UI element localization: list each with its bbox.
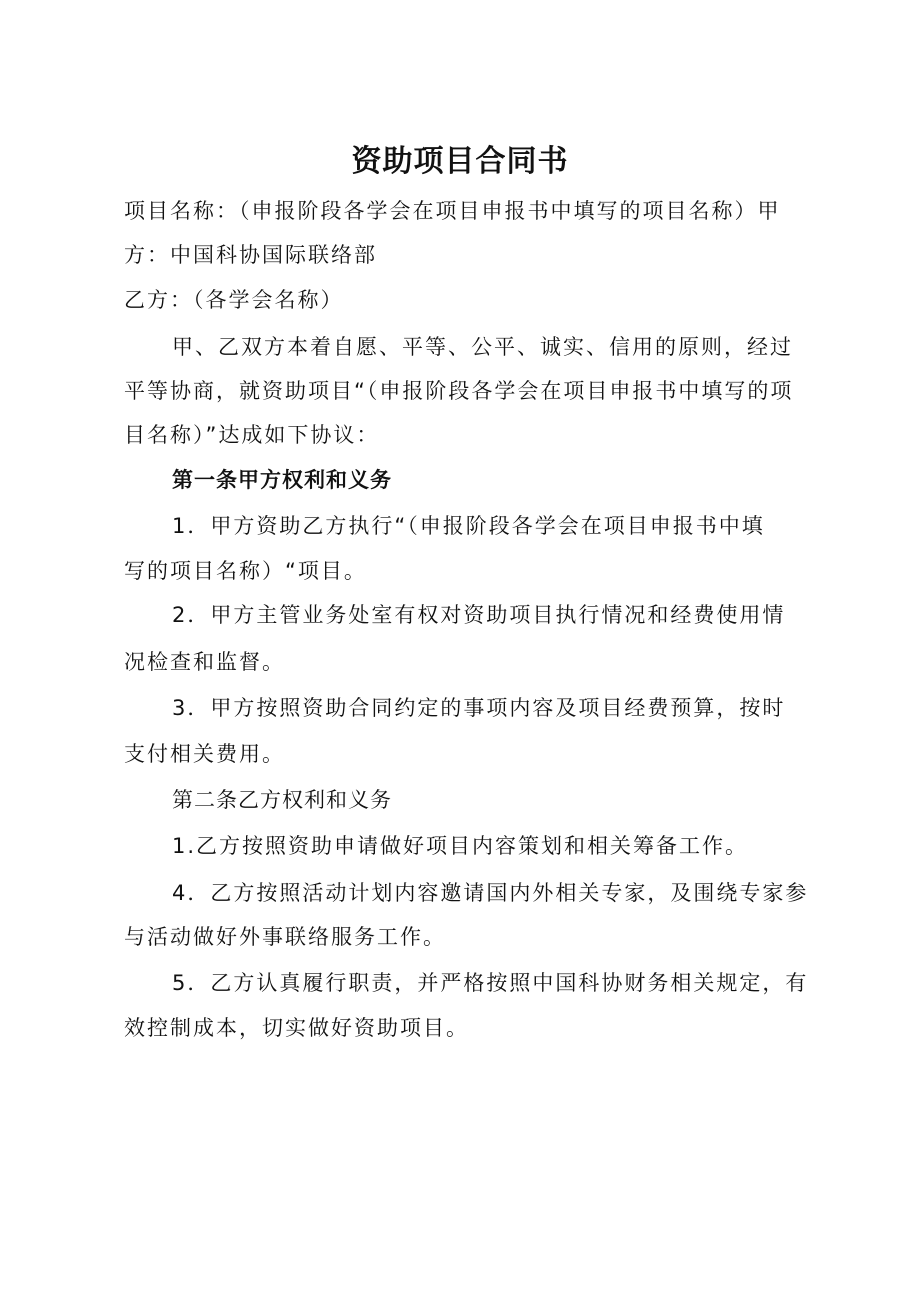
article-1-item-2-line-1: 2．甲方主管业务处室有权对资助项目执行情况和经费使用情 (172, 603, 786, 627)
article-2-item-4-line-1: 4．乙方按照活动计划内容邀请国内外相关专家，及围绕专家参 (172, 881, 809, 905)
article-1-item-2-line-2: 况检查和监督。 (124, 650, 285, 674)
preamble-line-1: 甲、乙双方本着自愿、平等、公平、诚实、信用的原则，经过 (172, 335, 793, 359)
preamble-line-2: 平等协商，就资助项目“（申报阶段各学会在项目申报书中填写的项 (124, 379, 794, 403)
document-title: 资助项目合同书 (351, 144, 569, 179)
article-2-heading: 第二条乙方权利和义务 (172, 788, 392, 812)
project-name-line: 项目名称：（申报阶段各学会在项目申报书中填写的项目名称）甲 (124, 199, 781, 223)
party-b-line: 乙方：（各学会名称） (124, 288, 344, 312)
article-1-item-1-line-2: 写的项目名称）“项目。 (124, 559, 367, 583)
article-1-item-1-line-1: 1．甲方资助乙方执行“（申报阶段各学会在项目申报书中填 (172, 514, 765, 538)
article-2-item-4-line-2: 与活动做好外事联络服务工作。 (124, 925, 446, 949)
article-1-item-3-line-1: 3．甲方按照资助合同约定的事项内容及项目经费预算，按时 (172, 696, 786, 720)
article-2-item-5-line-1: 5．乙方认真履行职责，并严格按照中国科协财务相关规定，有 (172, 971, 809, 995)
party-a-line: 方：中国科协国际联络部 (124, 243, 377, 267)
article-1-heading: 第一条甲方权利和义务 (172, 468, 392, 492)
preamble-line-3: 目名称）”达成如下协议： (124, 423, 380, 447)
article-1-item-3-line-2: 支付相关费用。 (124, 742, 285, 766)
article-2-item-1: 1.乙方按照资助申请做好项目内容策划和相关筹备工作。 (172, 834, 749, 858)
article-2-item-5-line-2: 效控制成本，切实做好资助项目。 (124, 1016, 469, 1040)
